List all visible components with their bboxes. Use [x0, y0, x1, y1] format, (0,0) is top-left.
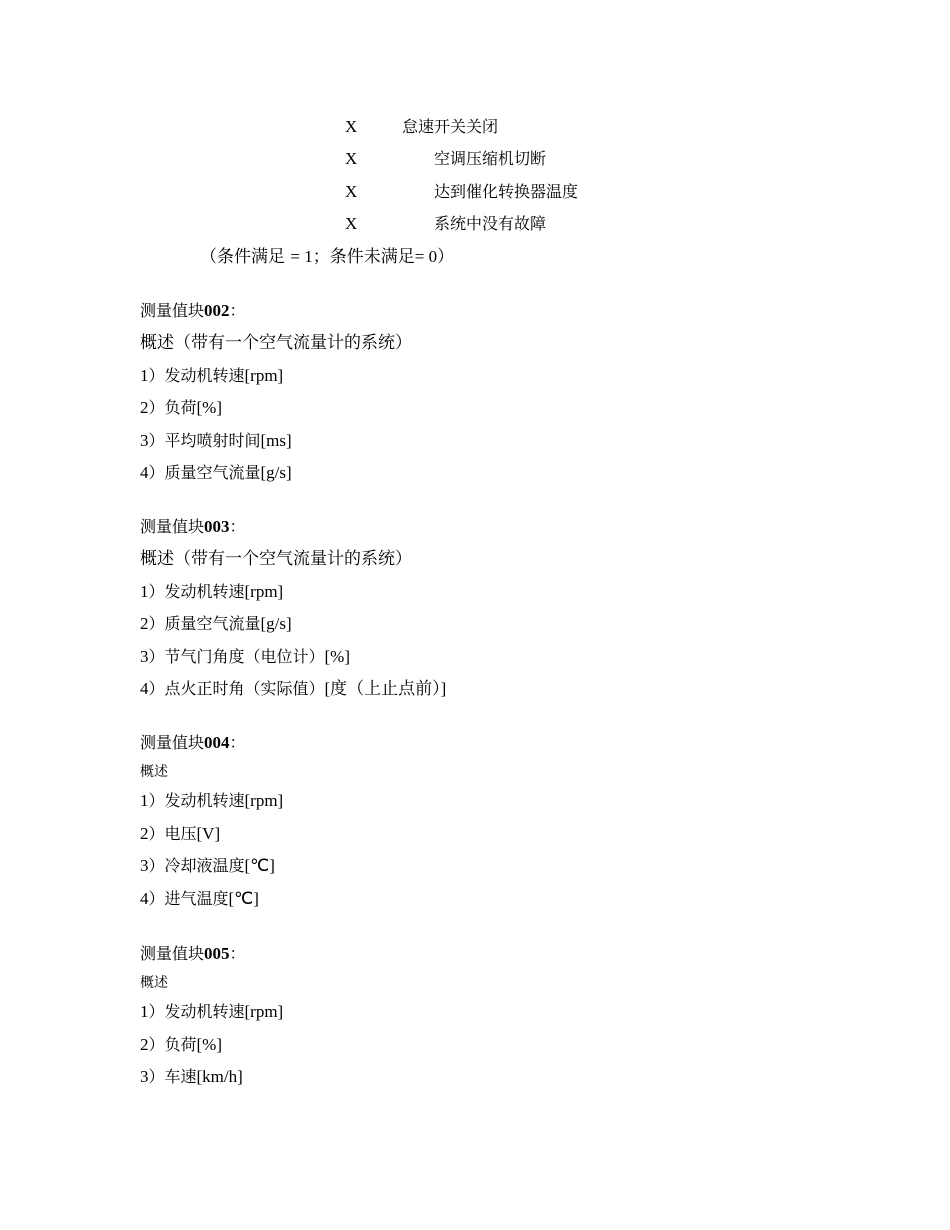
- block-title-prefix: 测量值块: [140, 301, 205, 320]
- item-index: 3: [140, 646, 149, 666]
- block-description: 概述（带有一个空气流量计的系统）: [140, 333, 412, 354]
- block-title: [140, 938, 283, 970]
- condition-text: 系统中没有故障: [434, 214, 547, 233]
- item-unit: [rpm]: [244, 1002, 284, 1022]
- item-label: ）发动机转速: [148, 365, 245, 385]
- condition-note: [200, 245, 454, 269]
- item-label: ）冷却液温度: [148, 856, 245, 876]
- block-item: [140, 457, 412, 489]
- block-item: [140, 641, 446, 673]
- block-title-suffix: ：: [229, 517, 246, 536]
- block-description: 概述（带有一个空气流量计的系统）: [140, 549, 412, 570]
- item-index: 3: [140, 430, 149, 450]
- condition-mark: X: [345, 149, 358, 168]
- block-item: [140, 883, 283, 915]
- item-label: ）车速: [148, 1067, 197, 1087]
- block-item: [140, 850, 283, 882]
- item-label: ）发动机转速: [148, 1002, 245, 1022]
- item-index: 3: [140, 1067, 149, 1087]
- measurement-block-004: [140, 727, 283, 915]
- item-unit: [℃]: [228, 888, 259, 908]
- block-title: [140, 511, 446, 543]
- item-unit: [rpm]: [244, 791, 284, 811]
- block-title-suffix: ：: [229, 944, 246, 963]
- item-label: ）发动机转速: [148, 791, 245, 811]
- block-title: [140, 295, 412, 327]
- block-title-number: 002: [204, 301, 230, 320]
- item-index: 2: [140, 823, 149, 843]
- condition-text: 空调压缩机切断: [434, 149, 547, 168]
- condition-mark: X: [345, 182, 358, 201]
- block-title: [140, 727, 283, 759]
- item-index: 4: [140, 888, 149, 908]
- item-label: ）电压: [148, 823, 197, 843]
- note-open: （条件满足: [200, 247, 291, 267]
- item-label: ）发动机转速: [148, 581, 245, 601]
- item-index: 2: [140, 614, 149, 634]
- measurement-block-005: [140, 938, 283, 1094]
- block-title-suffix: ：: [229, 301, 246, 320]
- item-index: 1: [140, 581, 149, 601]
- note-eq1: = 1: [290, 247, 313, 266]
- condition-text: 达到催化转换器温度: [434, 182, 579, 201]
- item-label: ）负荷: [148, 1034, 197, 1054]
- item-unit: [km/h]: [196, 1067, 243, 1087]
- item-unit: [rpm]: [244, 365, 284, 385]
- measurement-block-003: [140, 511, 446, 705]
- item-index: 4: [140, 678, 149, 698]
- block-item: [140, 392, 412, 424]
- measurement-block-002: [140, 295, 412, 489]
- condition-mark: X: [345, 117, 358, 136]
- item-label: ）质量空气流量: [148, 614, 261, 634]
- item-label: ）质量空气流量: [148, 462, 261, 482]
- item-index: 1: [140, 1002, 149, 1022]
- block-title-number: 005: [204, 944, 230, 963]
- block-description: 概述: [140, 975, 168, 992]
- block-item: [140, 576, 446, 608]
- block-item: [140, 360, 412, 392]
- item-index: 2: [140, 1034, 149, 1054]
- block-description: 概述: [140, 764, 168, 781]
- block-item: [140, 996, 283, 1028]
- item-label: ）进气温度: [148, 888, 229, 908]
- block-item: [140, 673, 446, 705]
- item-unit: [g/s]: [260, 462, 292, 482]
- item-unit: [%]: [196, 398, 222, 418]
- block-item: [140, 1061, 283, 1093]
- condition-text: 怠速开关关闭: [402, 117, 499, 136]
- block-item: [140, 785, 283, 817]
- block-title-number: 003: [204, 517, 230, 536]
- item-unit: [%]: [324, 646, 350, 666]
- note-eq0: = 0: [414, 247, 438, 266]
- item-index: 1: [140, 791, 149, 811]
- item-unit: [℃]: [244, 856, 275, 876]
- block-title-prefix: 测量值块: [140, 733, 205, 752]
- note-sep: ；条件未满足: [312, 247, 415, 267]
- block-title-prefix: 测量值块: [140, 517, 205, 536]
- item-label: ）点火正时角（实际值）: [148, 678, 325, 698]
- item-unit: [V]: [196, 823, 221, 843]
- note-close: ）: [437, 247, 455, 267]
- item-index: 4: [140, 462, 149, 482]
- item-label: ）节气门角度（电位计）: [148, 646, 325, 666]
- block-title-suffix: ：: [229, 733, 246, 752]
- item-index: 3: [140, 856, 149, 876]
- item-unit: [度（上止点前）]: [324, 678, 447, 698]
- block-title-prefix: 测量值块: [140, 944, 205, 963]
- block-item: [140, 1029, 283, 1061]
- item-index: 2: [140, 398, 149, 418]
- item-unit: [ms]: [260, 430, 292, 450]
- block-item: [140, 818, 283, 850]
- item-unit: [%]: [196, 1034, 222, 1054]
- item-label: ）平均喷射时间: [148, 430, 261, 450]
- item-unit: [g/s]: [260, 614, 292, 634]
- item-index: 1: [140, 365, 149, 385]
- condition-mark: X: [345, 214, 358, 233]
- block-item: [140, 425, 412, 457]
- item-unit: [rpm]: [244, 581, 284, 601]
- item-label: ）负荷: [148, 398, 197, 418]
- block-title-number: 004: [204, 733, 230, 752]
- block-item: [140, 608, 446, 640]
